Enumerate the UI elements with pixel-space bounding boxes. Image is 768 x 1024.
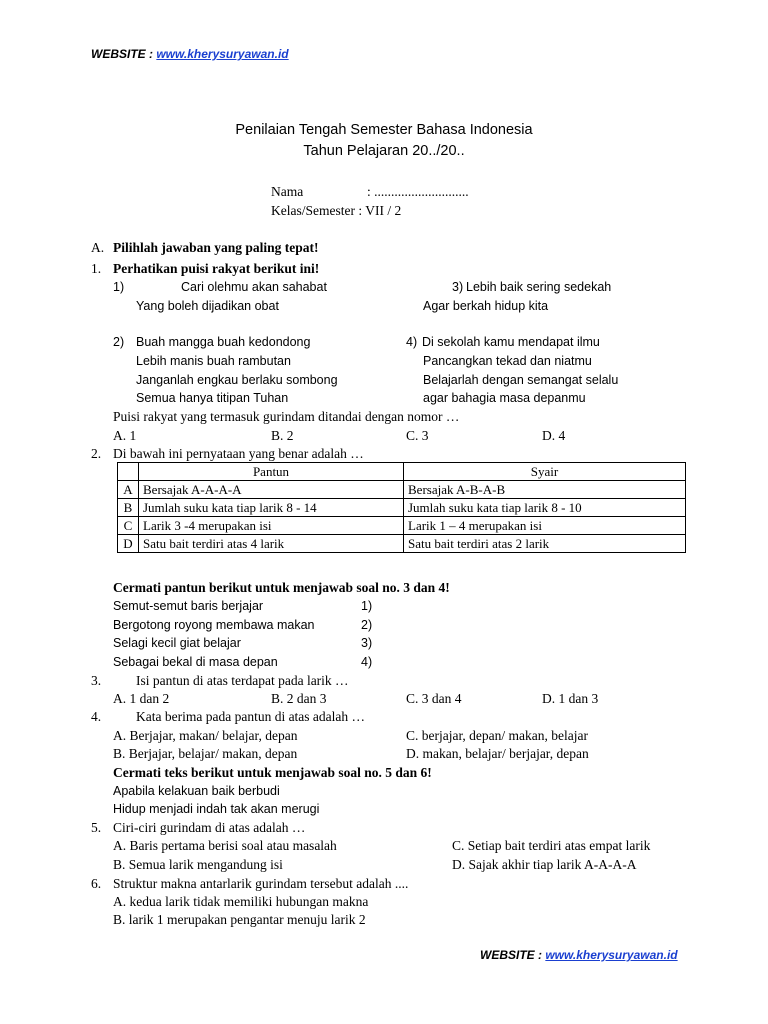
q5-number: 5. bbox=[91, 820, 102, 835]
q6-text: Struktur makna antarlarik gurindam tersebut adalah .... bbox=[113, 876, 409, 891]
poem3-number: 3) bbox=[452, 280, 464, 294]
q4-option-b[interactable]: B. Berjajar, belajar/ makan, depan bbox=[113, 746, 298, 761]
poem4-line1: Di sekolah kamu mendapat ilmu bbox=[422, 335, 600, 349]
poem4-line4: agar bahagia masa depanmu bbox=[423, 391, 586, 405]
pantun-num-3: 3) bbox=[361, 636, 373, 650]
poem1-line1: Cari olehmu akan sahabat bbox=[181, 280, 327, 294]
q6-option-b[interactable]: B. larik 1 merupakan pengantar menuju larik 2 bbox=[113, 912, 366, 927]
poem2-line4: Semua hanya titipan Tuhan bbox=[136, 391, 289, 405]
q5-option-a[interactable]: A. Baris pertama berisi soal atau masalah bbox=[113, 838, 337, 853]
q4-option-c[interactable]: C. berjajar, depan/ makan, belajar bbox=[406, 728, 588, 743]
q5-text: Ciri-ciri gurindam di atas adalah … bbox=[113, 820, 306, 835]
pantun-num-2: 2) bbox=[361, 618, 373, 632]
page-title: Penilaian Tengah Semester Bahasa Indonesia bbox=[235, 122, 533, 138]
poem2-line1: Buah mangga buah kedondong bbox=[136, 335, 311, 349]
table-row-key: A bbox=[118, 481, 139, 499]
table-row[interactable] bbox=[118, 481, 686, 499]
q6-option-a[interactable]: A. kedua larik tidak memiliki hubungan makna bbox=[113, 894, 369, 909]
table-header-key bbox=[118, 463, 139, 481]
q1-question: Puisi rakyat yang termasuk gurindam ditandai dengan nomor … bbox=[113, 409, 460, 424]
section-instruction: Pilihlah jawaban yang paling tepat! bbox=[113, 240, 319, 255]
q1-option-c[interactable]: C. 3 bbox=[406, 428, 429, 443]
table-cell-pantun: Satu bait terdiri atas 4 larik bbox=[139, 535, 404, 553]
pantun-line-2: Bergotong royong membawa makan bbox=[113, 618, 315, 632]
pantun-num-1: 1) bbox=[361, 599, 373, 613]
q4-text: Kata berima pada pantun di atas adalah … bbox=[136, 709, 366, 724]
poem2-line2: Lebih manis buah rambutan bbox=[136, 354, 291, 368]
pantun-line-4: Sebagai bekal di masa depan bbox=[113, 655, 278, 669]
poem4-number: 4) bbox=[406, 335, 418, 349]
poem2-line3: Janganlah engkau berlaku sombong bbox=[136, 373, 338, 387]
website-header bbox=[91, 45, 289, 63]
q3-text: Isi pantun di atas terdapat pada larik … bbox=[136, 673, 349, 688]
q5-option-c[interactable]: C. Setiap bait terdiri atas empat larik bbox=[452, 838, 651, 853]
q1-option-a[interactable]: A. 1 bbox=[113, 428, 137, 443]
pantun-heading: Cermati pantun berikut untuk menjawab soal no. 3 dan 4! bbox=[113, 580, 450, 595]
table-header-pantun: Pantun bbox=[139, 463, 404, 481]
gurindam-line-1: Apabila kelakuan baik berbudi bbox=[113, 784, 280, 798]
poem3-line1: Lebih baik sering sedekah bbox=[466, 280, 612, 294]
q4-option-a[interactable]: A. Berjajar, makan/ belajar, depan bbox=[113, 728, 298, 743]
gurindam-heading: Cermati teks berikut untuk menjawab soal no. 5 dan 6! bbox=[113, 765, 432, 780]
table-cell-pantun: Bersajak A-A-A-A bbox=[139, 481, 404, 499]
table-cell-pantun: Larik 3 -4 merupakan isi bbox=[139, 517, 404, 535]
poem3-line2: Agar berkah hidup kita bbox=[423, 299, 549, 313]
website-footer-prefix: WEBSITE : bbox=[480, 948, 546, 962]
q4-option-d[interactable]: D. makan, belajar/ berjajar, depan bbox=[406, 746, 589, 761]
table-cell-syair: Bersajak A-B-A-B bbox=[404, 481, 686, 499]
gurindam-line-2: Hidup menjadi indah tak akan merugi bbox=[113, 802, 320, 816]
q1-text: Perhatikan puisi rakyat berikut ini! bbox=[113, 261, 320, 276]
q3-option-d[interactable]: D. 1 dan 3 bbox=[542, 691, 599, 706]
table-cell-pantun: Jumlah suku kata tiap larik 8 - 14 bbox=[139, 499, 404, 517]
page-subtitle: Tahun Pelajaran 20../20.. bbox=[303, 143, 465, 159]
comparison-table bbox=[117, 462, 686, 553]
q1-option-b[interactable]: B. 2 bbox=[271, 428, 294, 443]
q4-number: 4. bbox=[91, 709, 102, 724]
q5-option-d[interactable]: D. Sajak akhir tiap larik A-A-A-A bbox=[452, 857, 637, 872]
table-cell-syair: Satu bait terdiri atas 2 larik bbox=[404, 535, 686, 553]
poem4-line3: Belajarlah dengan semangat selalu bbox=[423, 373, 619, 387]
pantun-line-1: Semut-semut baris berjajar bbox=[113, 599, 264, 613]
table-row-key: B bbox=[118, 499, 139, 517]
pantun-line-3: Selagi kecil giat belajar bbox=[113, 636, 241, 650]
website-footer bbox=[480, 946, 678, 964]
poem1-number: 1) bbox=[113, 280, 125, 294]
table-header-row bbox=[118, 463, 686, 481]
table-cell-syair: Larik 1 – 4 merupakan isi bbox=[404, 517, 686, 535]
table-row[interactable] bbox=[118, 535, 686, 553]
q2-number: 2. bbox=[91, 446, 102, 461]
table-header-syair: Syair bbox=[404, 463, 686, 481]
table-row[interactable] bbox=[118, 517, 686, 535]
poem1-line2: Yang boleh dijadikan obat bbox=[136, 299, 279, 313]
table-row-key: D bbox=[118, 535, 139, 553]
website-prefix: WEBSITE : bbox=[91, 47, 157, 61]
q1-option-d[interactable]: D. 4 bbox=[542, 428, 566, 443]
q3-number: 3. bbox=[91, 673, 102, 688]
table-cell-syair: Jumlah suku kata tiap larik 8 - 10 bbox=[404, 499, 686, 517]
nama-value: : ............................ bbox=[367, 184, 469, 199]
table-row-key: C bbox=[118, 517, 139, 535]
q1-number: 1. bbox=[91, 261, 102, 276]
table-row[interactable] bbox=[118, 499, 686, 517]
q3-option-b[interactable]: B. 2 dan 3 bbox=[271, 691, 327, 706]
section-letter: A. bbox=[91, 240, 105, 255]
q5-option-b[interactable]: B. Semua larik mengandung isi bbox=[113, 857, 283, 872]
poem4-line2: Pancangkan tekad dan niatmu bbox=[423, 354, 592, 368]
q3-option-a[interactable]: A. 1 dan 2 bbox=[113, 691, 170, 706]
nama-label: Nama bbox=[271, 184, 304, 199]
pantun-num-4: 4) bbox=[361, 655, 373, 669]
poem2-number: 2) bbox=[113, 335, 125, 349]
q2-text: Di bawah ini pernyataan yang benar adalah … bbox=[113, 446, 364, 461]
website-footer-link[interactable]: www.kherysuryawan.id bbox=[545, 948, 678, 962]
website-link[interactable]: www.kherysuryawan.id bbox=[156, 47, 289, 61]
kelas-semester: Kelas/Semester : VII / 2 bbox=[271, 203, 402, 218]
q3-option-c[interactable]: C. 3 dan 4 bbox=[406, 691, 462, 706]
q6-number: 6. bbox=[91, 876, 102, 891]
